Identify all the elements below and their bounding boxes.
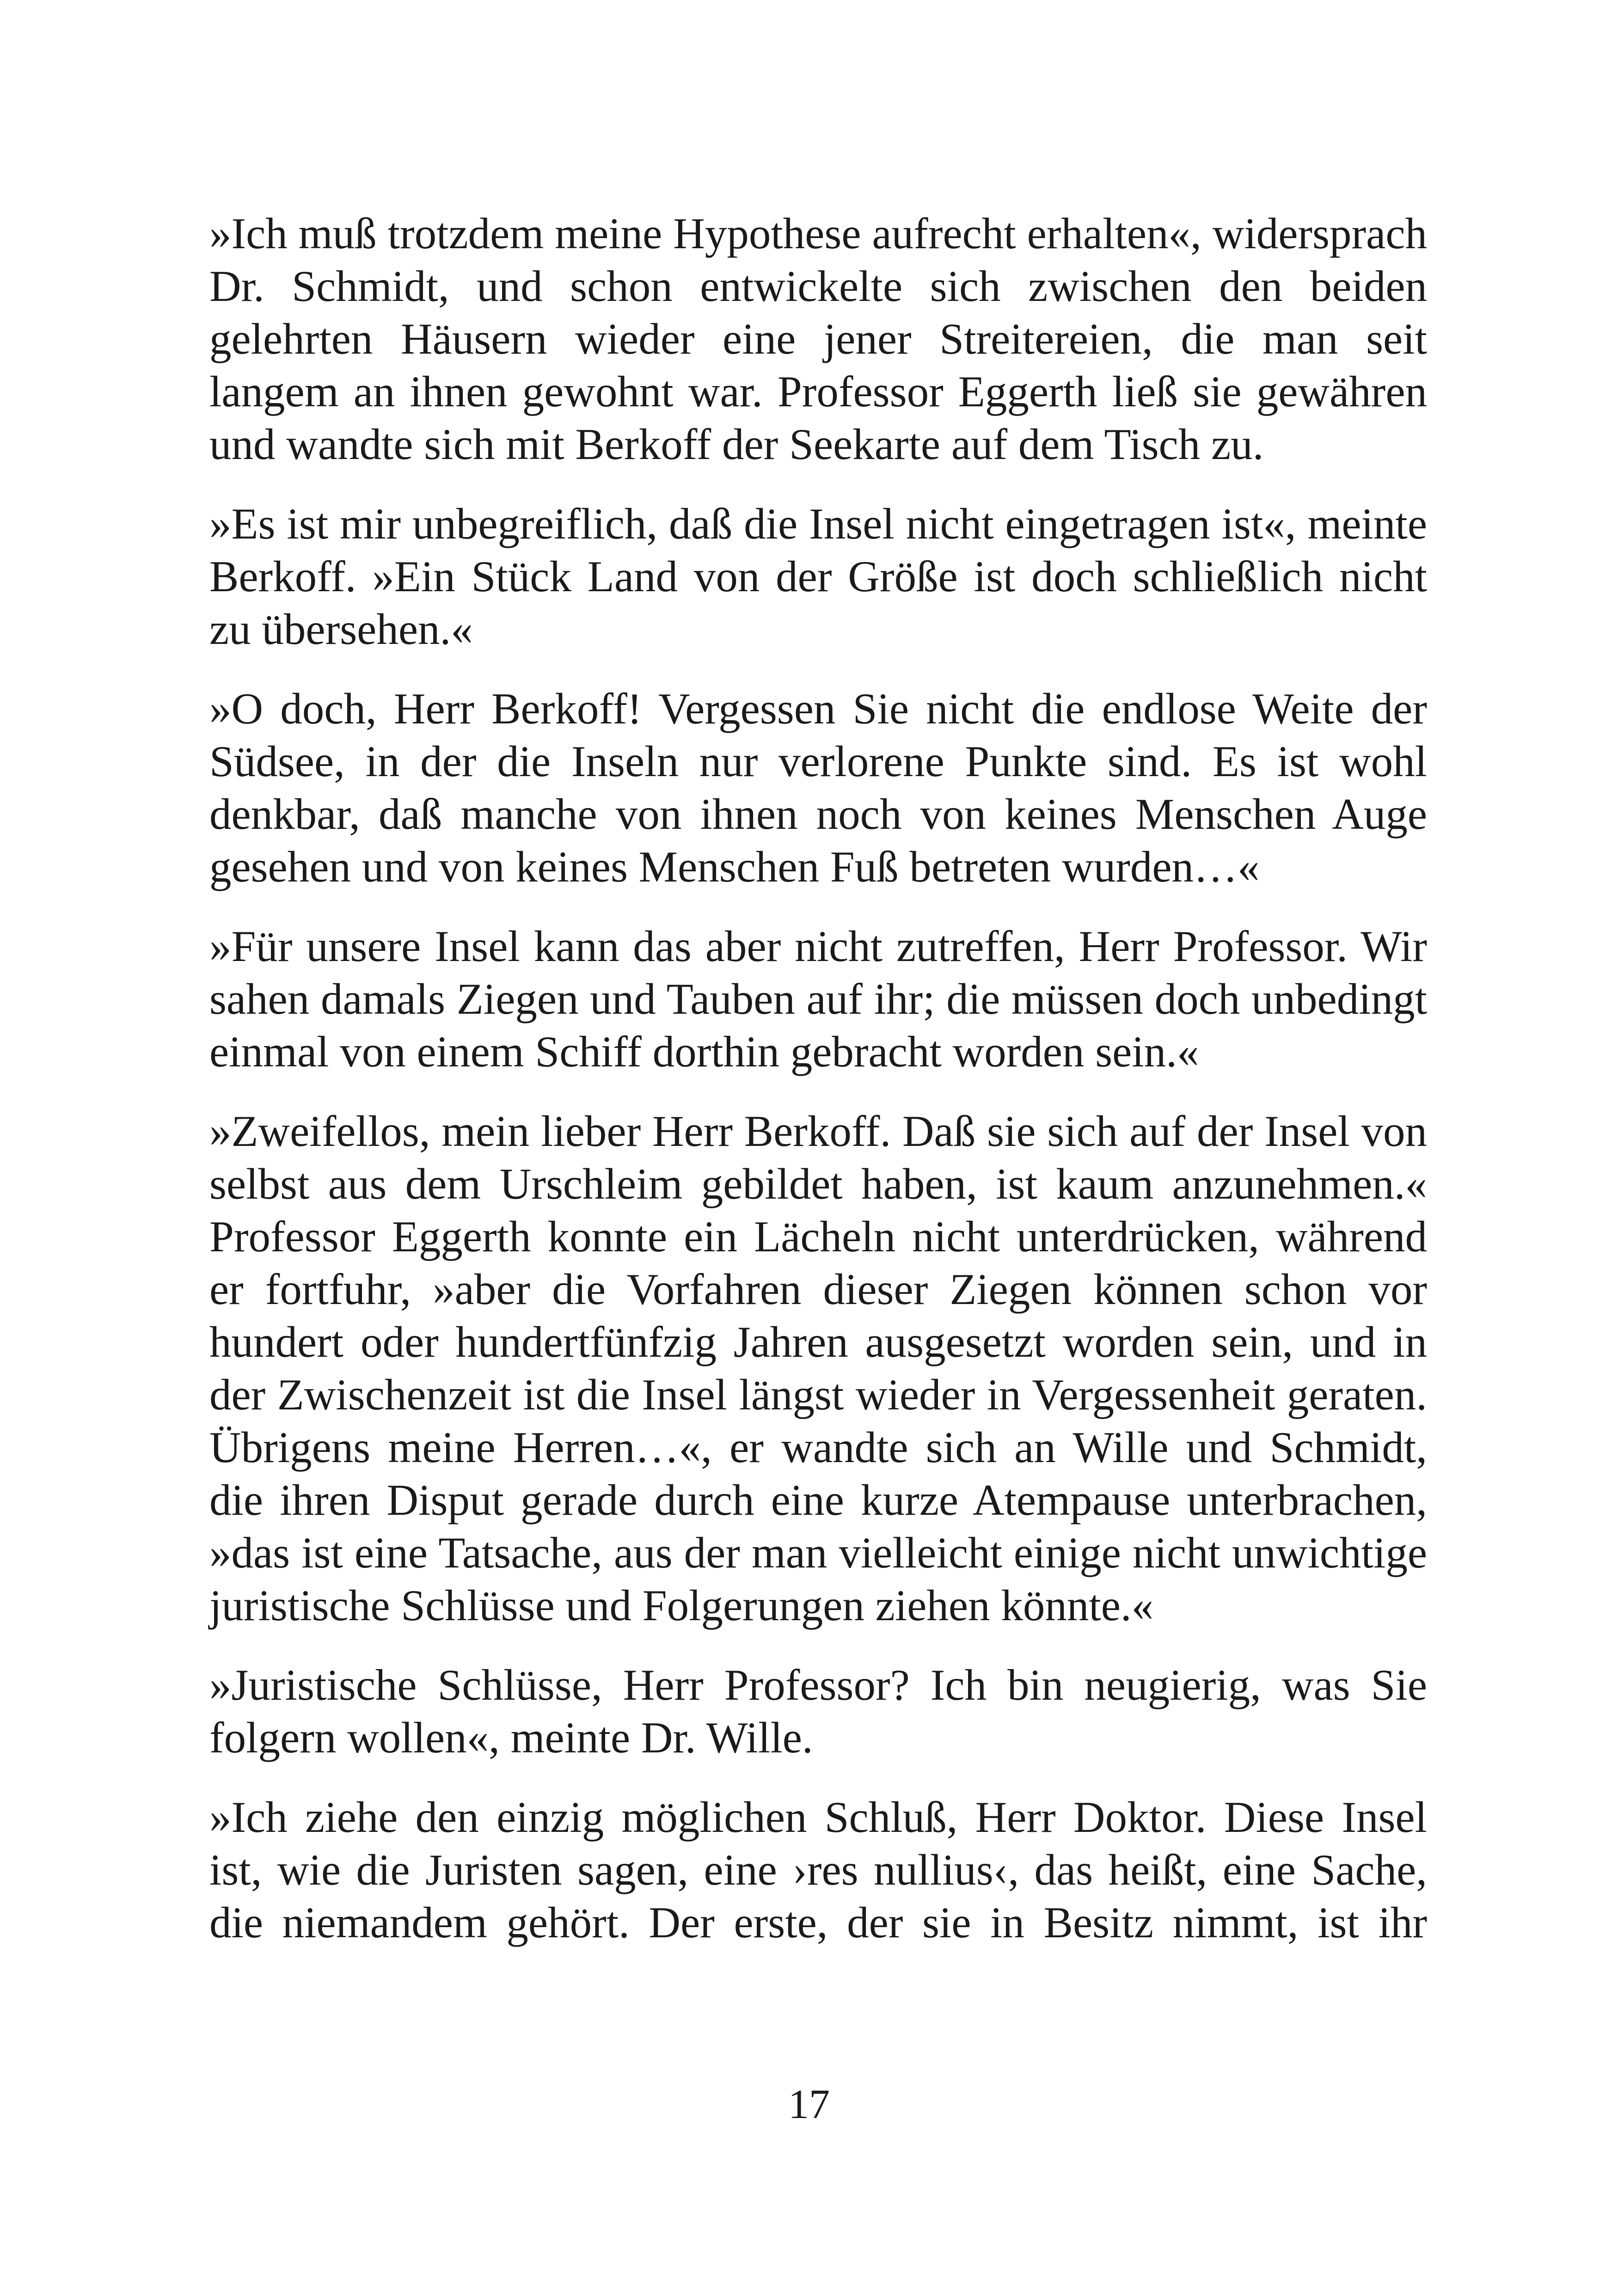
body-text	[209, 207, 1427, 1976]
paragraph: »Ich muß trotzdem meine Hypothese aufrecht erhalten«, widersprach Dr. Schmidt, und schon entwickelte sich zwischen den beiden gelehrten Häusern wieder eine jener Streitereien, die man seit langem an ihnen gewohnt war. Professor Eggerth ließ sie gewähren und wandte sich mit Berkoff der Seekarte auf dem Tisch zu.	[209, 209, 1427, 469]
paragraph: »Ich ziehe den einzig möglichen Schluß, Herr Doktor. Diese Insel ist, wie die Juristen sagen, eine ›res nullius‹, das heißt, eine Sache, die niemandem gehört. Der erste, der sie in Besitz nimmt, ist ihr	[209, 1793, 1427, 1947]
paragraph: »Es ist mir unbegreiflich, daß die Insel nicht eingetragen ist«, meinte Berkoff. »Ein Stück Land von der Größe ist doch schließlich nicht zu übersehen.«	[209, 499, 1427, 654]
paragraph: »Zweifellos, mein lieber Herr Berkoff. Daß sie sich auf der Insel von selbst aus dem Urschleim gebildet haben, ist kaum anzunehmen.« Professor Eggerth konnte ein Lächeln nicht unterdrücken, während er fortfuhr, »aber die Vorfahren dieser Ziegen können schon vor hundert oder hundertfünfzig Jahren ausgesetzt worden sein, und in der Zwischenzeit ist die Insel längst wieder in Vergessenheit geraten. Übrigens meine Herren…«, er wandte sich an Wille und Schmidt, die ihren Disput gerade durch eine kurze Atempause unterbrachen, »das ist eine Tatsache, aus der man vielleicht einige nicht unwichtige juristische Schlüsse und Folgerungen ziehen könnte.«	[209, 1107, 1427, 1630]
paragraph: »O doch, Herr Berkoff! Vergessen Sie nicht die endlose Weite der Südsee, in der die Inseln nur verlorene Punkte sind. Es ist wohl denkbar, daß manche von ihnen noch von keines Menschen Auge gesehen und von keines Menschen Fuß betreten wurden…«	[209, 684, 1427, 891]
paragraph: »Für unsere Insel kann das aber nicht zutreffen, Herr Professor. Wir sahen damals Ziegen und Tauben auf ihr; die müssen doch unbedingt einmal von einem Schiff dorthin gebracht worden sein.«	[209, 922, 1427, 1076]
paragraph: »Juristische Schlüsse, Herr Professor? Ich bin neugierig, was Sie folgern wollen«, meinte Dr. Wille.	[209, 1660, 1427, 1762]
page-number: 17	[788, 2082, 830, 2127]
